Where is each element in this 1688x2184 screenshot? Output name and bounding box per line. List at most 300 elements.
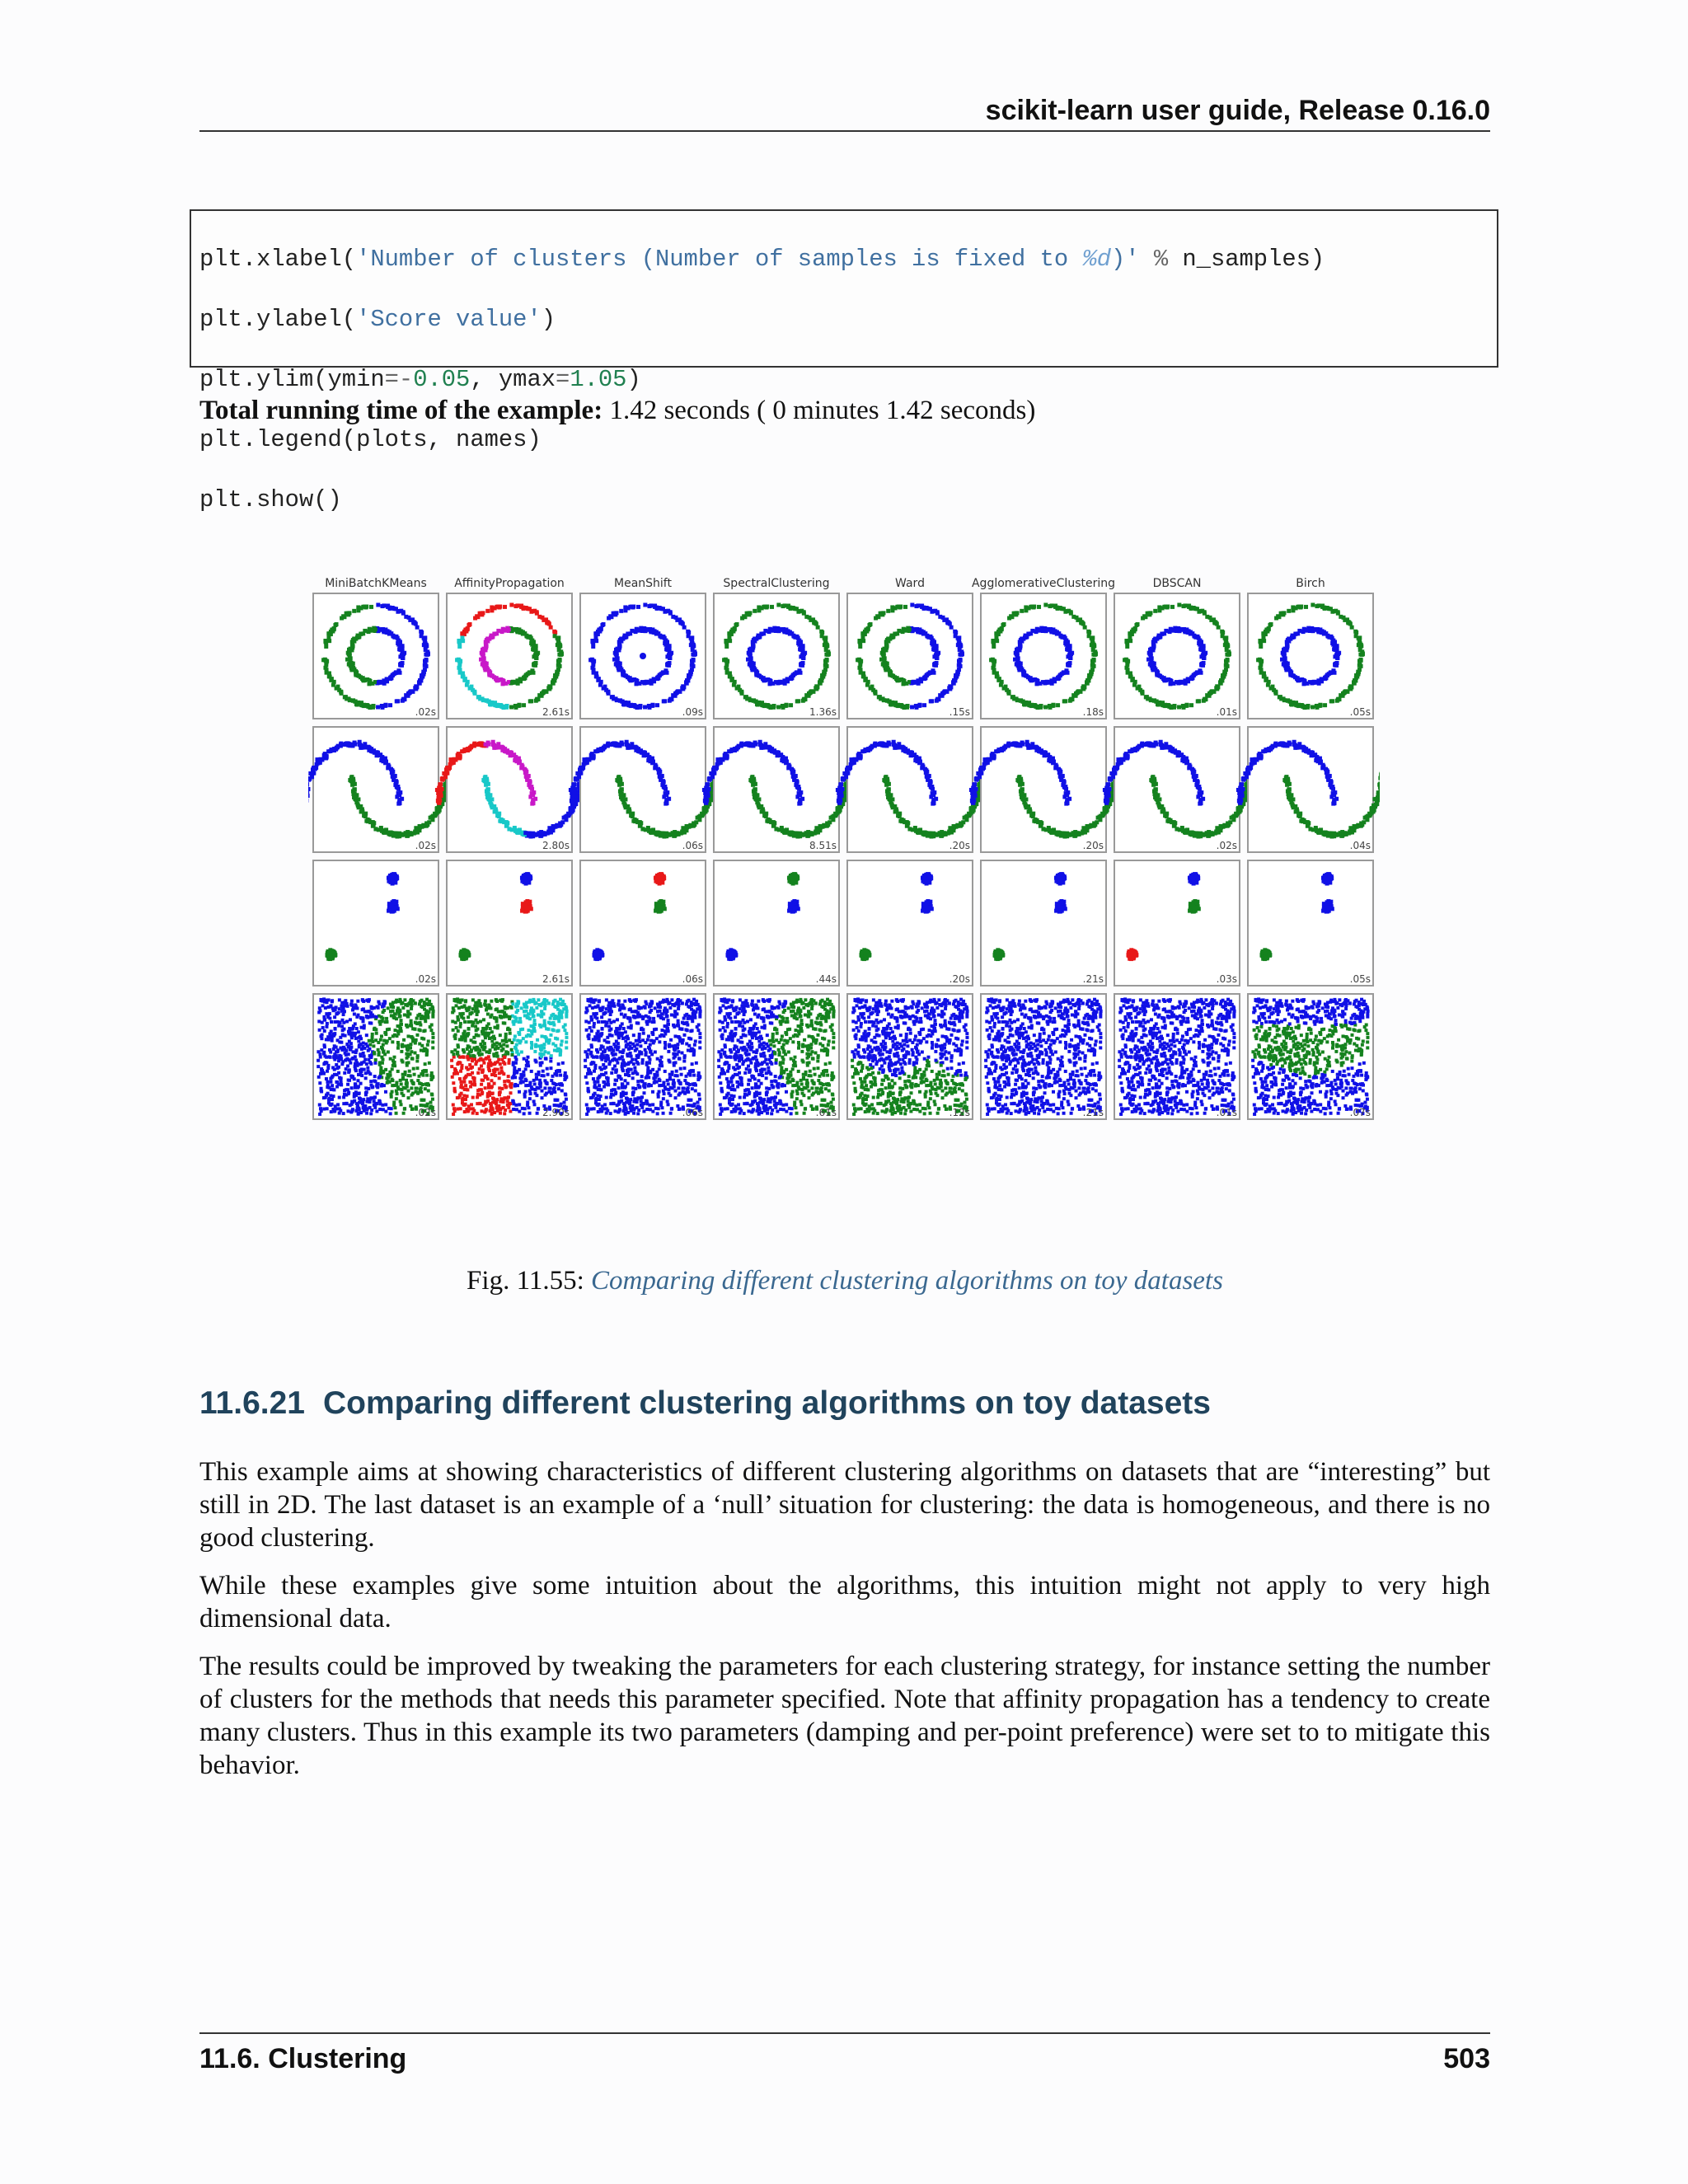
code-line: plt.xlabel('Number of clusters (Number of samples is fixed to %d)' % n_samples): [199, 245, 1325, 273]
algorithm-title: SpectralClustering: [723, 577, 830, 590]
data-point: [842, 771, 846, 776]
data-point: [801, 649, 805, 654]
data-point: [921, 630, 926, 634]
data-point: [370, 628, 374, 632]
data-point: [598, 748, 602, 752]
data-point: [1010, 615, 1014, 619]
data-point: [615, 660, 619, 664]
data-point: [1150, 663, 1154, 668]
data-point: [753, 797, 757, 801]
data-point: [609, 615, 613, 619]
data-point: [401, 649, 405, 654]
data-point: [760, 606, 764, 610]
data-point: [1356, 670, 1360, 674]
data-point: [523, 831, 528, 835]
data-point: [883, 663, 887, 668]
cluster-subplot: [847, 593, 973, 719]
subplot-frame: [447, 727, 572, 852]
data-point: [325, 755, 329, 759]
data-point: [837, 808, 842, 812]
data-point: [771, 628, 775, 632]
data-point: [958, 648, 962, 652]
data-point: [666, 609, 670, 613]
data-point: [1323, 703, 1327, 707]
data-point: [542, 691, 546, 695]
data-point: [731, 748, 735, 752]
data-point: [889, 701, 893, 705]
data-point: [532, 609, 537, 613]
cluster-subplot: [1114, 593, 1240, 719]
data-point: [324, 644, 328, 649]
runtime-label: .05s: [1349, 706, 1371, 718]
data-point: [327, 639, 331, 643]
data-point: [901, 678, 905, 682]
data-point: [1128, 639, 1132, 643]
data-point: [481, 652, 485, 656]
data-point: [749, 663, 753, 668]
data-point: [337, 688, 341, 692]
data-point: [691, 648, 695, 652]
data-point: [500, 682, 504, 686]
runtime-label: .02s: [415, 840, 436, 851]
data-point: [1029, 631, 1033, 635]
data-point: [421, 824, 425, 828]
data-point: [458, 671, 462, 675]
subplot-frame: [313, 593, 438, 719]
data-point: [662, 794, 666, 799]
data-point: [618, 780, 622, 784]
data-point: [1358, 663, 1362, 667]
subplot-frame: [313, 727, 438, 852]
data-point: [748, 652, 752, 656]
data-point: [839, 790, 843, 794]
data-point: [489, 802, 493, 806]
data-point: [590, 639, 594, 643]
data-point: [532, 790, 536, 794]
data-point: [1162, 631, 1166, 635]
data-point: [1226, 658, 1230, 663]
data-point: [352, 609, 356, 613]
data-point: [1316, 679, 1320, 683]
data-point: [382, 679, 386, 683]
data-point: [1054, 763, 1058, 767]
data-point: [675, 618, 679, 622]
subplot-frame: [847, 593, 973, 719]
data-point: [1343, 691, 1347, 695]
data-point: [692, 658, 696, 663]
data-point: [404, 615, 408, 619]
data-point: [999, 683, 1003, 687]
data-point: [350, 783, 354, 787]
data-point: [626, 606, 631, 610]
data-point: [1076, 618, 1080, 622]
data-point: [380, 628, 384, 632]
data-point: [533, 797, 537, 801]
data-point: [786, 605, 790, 609]
data-point: [1354, 634, 1358, 638]
data-point: [1259, 644, 1263, 649]
data-point: [450, 757, 454, 762]
data-point: [788, 630, 792, 634]
data-point: [631, 819, 635, 823]
data-point: [627, 677, 631, 681]
runtime-label: .20s: [949, 840, 970, 851]
data-point: [476, 615, 480, 619]
data-point: [617, 743, 621, 747]
data-point: [748, 698, 753, 702]
data-point: [926, 778, 930, 782]
data-point: [558, 658, 562, 663]
data-point: [859, 671, 863, 675]
data-point: [893, 746, 897, 750]
data-point: [331, 748, 335, 752]
data-point: [1262, 639, 1266, 643]
data-point: [725, 671, 729, 675]
data-point: [1086, 630, 1090, 634]
data-point: [857, 639, 861, 643]
data-point: [1304, 605, 1308, 609]
data-point: [1068, 649, 1072, 654]
runtime-label: 2.80s: [542, 840, 570, 851]
data-point: [1343, 618, 1347, 622]
data-point: [1020, 609, 1024, 613]
data-point: [1177, 602, 1181, 607]
data-point: [424, 648, 428, 652]
data-point: [504, 628, 508, 632]
data-point: [546, 621, 551, 625]
data-point: [351, 780, 355, 784]
cluster-subplot: [308, 727, 450, 852]
data-point: [776, 751, 781, 755]
cluster-subplot: [447, 593, 572, 719]
data-point: [789, 703, 793, 707]
data-point: [799, 609, 804, 613]
data-point: [942, 618, 946, 622]
data-point: [824, 663, 828, 667]
data-point: [503, 605, 507, 609]
data-point: [590, 666, 594, 670]
data-point: [894, 677, 898, 681]
data-point: [626, 809, 631, 813]
data-point: [1015, 698, 1020, 702]
data-point: [663, 639, 668, 643]
data-point: [761, 677, 765, 681]
data-point: [891, 635, 895, 639]
running-time: [199, 392, 1035, 429]
data-point: [717, 757, 721, 762]
data-point: [928, 832, 932, 836]
data-point: [882, 660, 886, 664]
data-point: [490, 635, 495, 639]
data-point: [1335, 699, 1339, 703]
data-point: [349, 663, 353, 668]
data-point: [359, 809, 363, 813]
data-point: [692, 823, 696, 827]
data-point: [1015, 648, 1020, 652]
data-point: [884, 743, 889, 747]
data-point: [809, 618, 813, 622]
data-point: [748, 660, 753, 664]
data-point: [935, 654, 939, 658]
data-point: [1197, 699, 1201, 703]
data-point: [1215, 684, 1219, 688]
data-point: [1168, 678, 1172, 682]
data-point: [441, 776, 445, 780]
cluster-subplot: [981, 593, 1106, 719]
data-point: [591, 644, 595, 649]
data-point: [1043, 705, 1048, 709]
data-point: [688, 670, 692, 674]
data-point: [1301, 682, 1306, 686]
data-point: [447, 766, 451, 771]
data-point: [756, 802, 760, 806]
data-point: [517, 704, 521, 708]
data-point: [371, 705, 375, 710]
runtime-label: .06s: [682, 840, 703, 851]
data-point: [359, 746, 363, 750]
data-point: [395, 785, 399, 789]
data-point: [484, 743, 488, 747]
data-point: [688, 824, 692, 828]
data-point: [505, 821, 509, 825]
data-point: [674, 832, 678, 836]
data-point: [1306, 705, 1310, 710]
data-point: [955, 824, 959, 828]
data-point: [938, 615, 942, 619]
subplot-frame: [714, 727, 839, 852]
data-point: [649, 828, 654, 832]
data-point: [915, 759, 919, 763]
data-point: [791, 673, 795, 677]
data-point: [555, 670, 559, 674]
data-point: [1329, 635, 1333, 639]
data-point: [1132, 683, 1137, 687]
data-point: [339, 742, 343, 746]
data-point: [826, 823, 830, 827]
data-point: [628, 631, 632, 635]
data-point: [1287, 609, 1291, 613]
data-point: [1192, 673, 1196, 677]
data-point: [509, 751, 513, 755]
data-point: [481, 698, 485, 702]
data-point: [457, 639, 461, 643]
data-point: [424, 663, 428, 667]
data-point: [1138, 688, 1142, 692]
data-point: [704, 801, 708, 805]
data-point: [667, 797, 671, 801]
data-point: [705, 782, 709, 786]
data-point: [799, 801, 803, 805]
cluster-subplot: [702, 727, 851, 852]
data-point: [679, 832, 683, 836]
data-point: [1043, 602, 1048, 607]
data-point: [392, 778, 396, 782]
data-point: [1181, 628, 1185, 632]
data-point: [916, 603, 920, 607]
data-point: [500, 678, 504, 682]
data-point: [1087, 634, 1091, 638]
data-point: [710, 798, 714, 802]
data-point: [386, 605, 390, 609]
data-point: [324, 659, 328, 663]
data-point: [494, 677, 498, 681]
data-point: [782, 679, 786, 683]
data-point: [495, 704, 499, 708]
data-point: [480, 612, 484, 616]
data-point: [420, 634, 424, 638]
data-point: [1037, 605, 1041, 609]
data-point: [842, 776, 846, 780]
data-point: [941, 832, 945, 836]
data-point: [438, 782, 442, 786]
data-point: [1124, 639, 1128, 643]
data-point: [570, 808, 574, 812]
data-point: [992, 671, 996, 675]
data-point: [759, 746, 763, 750]
data-point: [522, 703, 526, 707]
algorithm-title: MiniBatchKMeans: [325, 577, 427, 590]
data-point: [795, 794, 799, 799]
data-point: [920, 605, 924, 609]
data-point: [865, 683, 870, 687]
data-point: [1209, 691, 1213, 695]
data-point: [1067, 609, 1071, 613]
data-point: [448, 762, 452, 766]
runtime-label: .09s: [682, 706, 703, 718]
data-point: [1081, 621, 1085, 625]
data-point: [412, 832, 416, 836]
data-point: [401, 699, 405, 703]
data-point: [708, 776, 712, 780]
data-point: [1359, 658, 1363, 663]
data-point: [1202, 699, 1206, 703]
data-point: [425, 823, 429, 827]
data-point: [1330, 699, 1334, 703]
data-point: [1124, 666, 1128, 670]
data-point: [557, 663, 561, 667]
data-point: [650, 704, 654, 708]
data-point: [1071, 693, 1076, 697]
data-point: [537, 615, 542, 619]
data-point: [910, 751, 914, 755]
data-point: [464, 748, 468, 752]
data-point: [308, 771, 312, 776]
data-point: [809, 691, 813, 695]
data-point: [689, 643, 693, 647]
data-point: [756, 701, 760, 705]
data-point: [626, 746, 630, 750]
data-point: [1339, 615, 1343, 619]
data-point: [481, 648, 485, 652]
data-point: [1125, 644, 1129, 649]
data-point: [524, 673, 528, 677]
data-point: [519, 605, 523, 609]
data-point: [1195, 635, 1199, 639]
data-point: [1223, 643, 1227, 647]
data-point: [954, 634, 958, 638]
data-point: [1290, 701, 1294, 705]
data-point: [748, 648, 753, 652]
data-point: [792, 778, 796, 782]
data-point: [781, 628, 785, 632]
data-point: [308, 776, 312, 780]
data-point: [323, 639, 327, 643]
runtime-label: 2.61s: [542, 706, 570, 718]
data-point: [1348, 684, 1353, 688]
data-point: [1156, 701, 1160, 705]
running-header: scikit-learn user guide, Release 0.16.0: [985, 95, 1490, 126]
data-point: [457, 644, 462, 649]
data-point: [814, 826, 818, 830]
data-point: [917, 828, 921, 832]
data-point: [799, 663, 803, 668]
data-point: [1294, 606, 1298, 610]
data-point: [390, 831, 394, 835]
data-point: [521, 630, 525, 634]
data-point: [1318, 704, 1322, 708]
data-point: [357, 635, 361, 639]
data-point: [1049, 603, 1053, 607]
data-point: [1058, 673, 1062, 677]
data-point: [1171, 628, 1175, 632]
data-point: [1149, 648, 1153, 652]
data-point: [668, 649, 672, 654]
data-point: [1282, 660, 1287, 664]
data-point: [597, 628, 601, 632]
data-point: [955, 670, 959, 674]
data-point: [1202, 654, 1206, 658]
data-point: [997, 677, 1001, 681]
data-point: [1225, 648, 1229, 652]
data-point: [1068, 699, 1072, 703]
data-point: [394, 635, 398, 639]
data-point: [572, 790, 576, 794]
data-point: [714, 766, 718, 771]
cluster-subplot: [569, 727, 717, 852]
data-point: [398, 801, 402, 805]
data-point: [880, 612, 884, 616]
data-point: [1214, 621, 1218, 625]
data-point: [1056, 703, 1060, 707]
data-point: [355, 802, 359, 806]
data-point: [704, 808, 708, 812]
data-point: [1301, 678, 1306, 682]
data-point: [700, 812, 704, 816]
data-point: [686, 630, 690, 634]
data-point: [348, 648, 352, 652]
data-point: [1016, 663, 1020, 668]
data-point: [1014, 612, 1018, 616]
data-point: [654, 763, 658, 767]
data-point: [408, 691, 412, 695]
data-point: [1320, 605, 1325, 609]
data-point: [1200, 609, 1204, 613]
data-point: [757, 635, 762, 639]
data-point: [315, 762, 319, 766]
data-point: [398, 790, 402, 794]
data-point: [443, 798, 447, 802]
data-point: [316, 757, 321, 762]
data-point: [617, 783, 621, 787]
data-point: [888, 672, 892, 676]
data-point: [800, 797, 804, 801]
data-point: [887, 797, 891, 801]
data-point: [1325, 673, 1329, 677]
data-point: [1357, 643, 1361, 647]
data-point: [783, 828, 787, 832]
data-point: [1333, 663, 1337, 668]
data-point: [724, 639, 728, 643]
